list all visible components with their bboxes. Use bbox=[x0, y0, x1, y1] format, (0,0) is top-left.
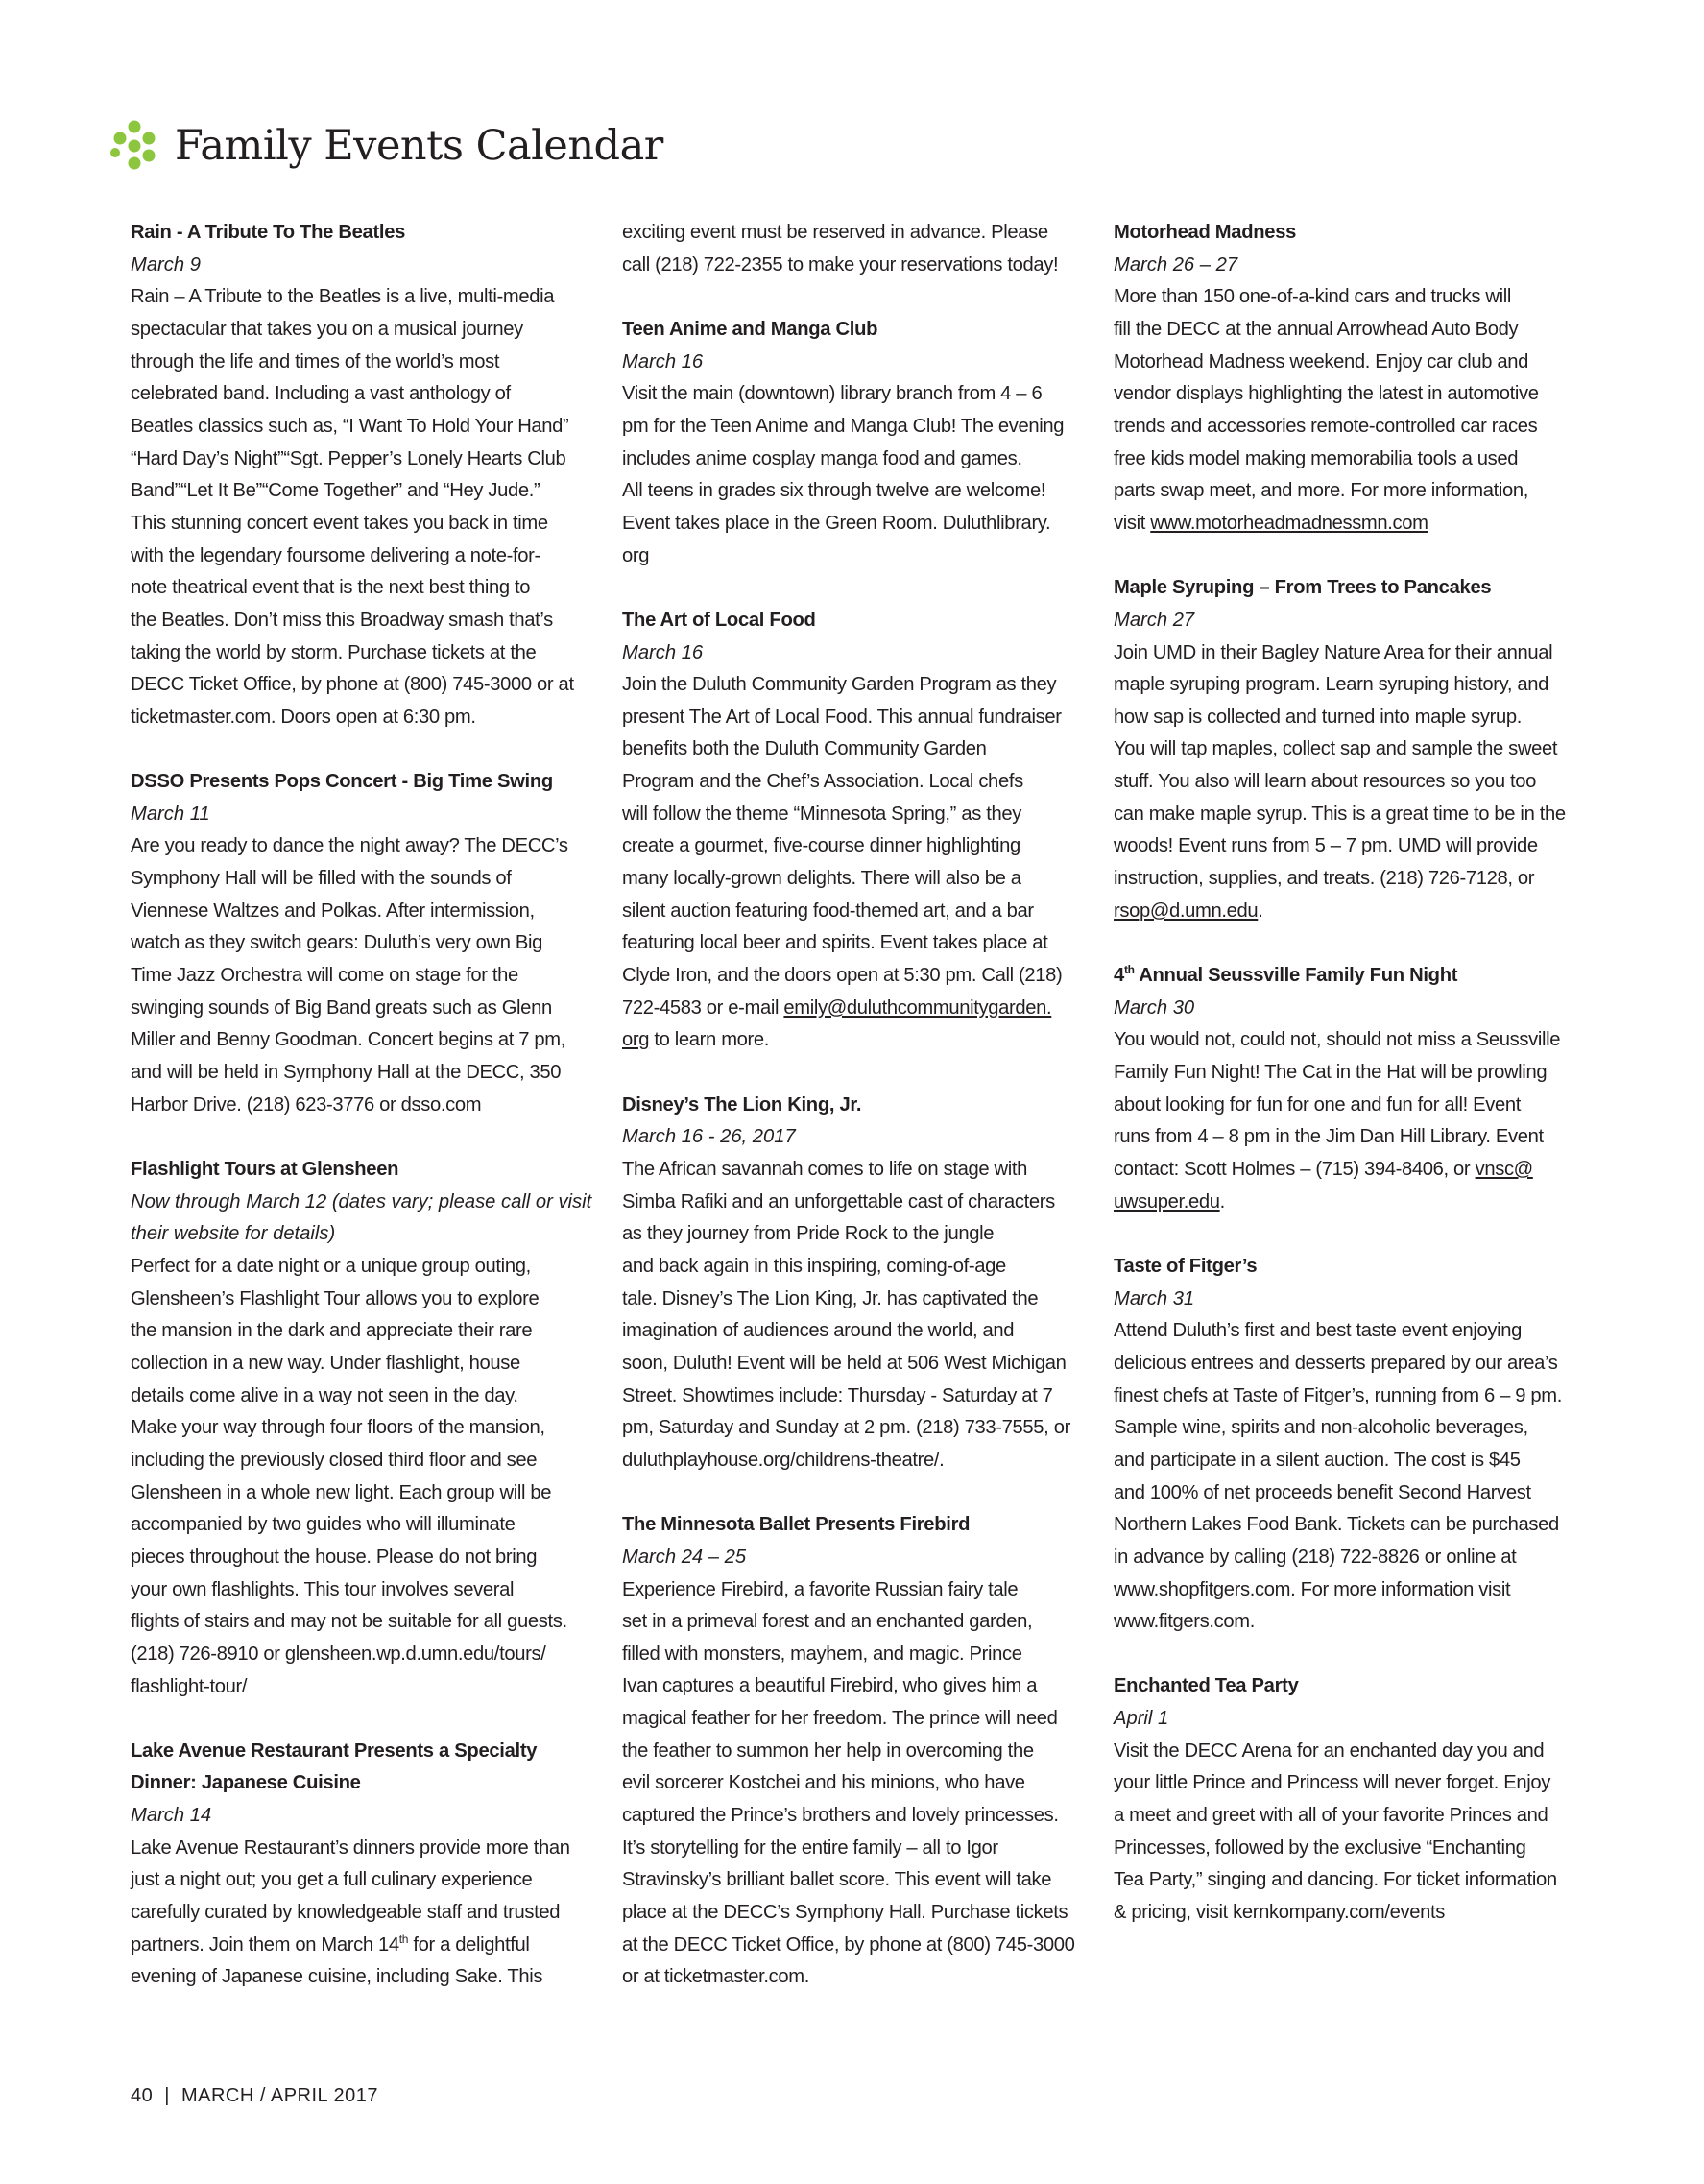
event-date: March 16 bbox=[622, 350, 704, 372]
text-line: with the legendary foursome delivering a note-for- bbox=[131, 544, 540, 566]
text-line: flights of stairs and may not be suitable for all guests. bbox=[131, 1611, 567, 1633]
text-line: Make your way through four floors of the mansion, bbox=[131, 1417, 545, 1439]
text-line: in advance by calling (218) 722-8826 or online at bbox=[1114, 1546, 1517, 1568]
text-line: the Beatles. Don’t miss this Broadway smash that’s bbox=[131, 609, 553, 631]
text-line: collection in a new way. Under flashlight, house bbox=[131, 1352, 520, 1374]
text-line: Perfect for a date night or a unique group outing, bbox=[131, 1255, 531, 1277]
event-lion-king bbox=[622, 1090, 1091, 1477]
event-date: March 31 bbox=[1114, 1287, 1195, 1309]
text-line bbox=[131, 1930, 599, 1962]
text-line: how sap is collected and turned into maple syrup. bbox=[1114, 706, 1522, 728]
text-line: parts swap meet, and more. For more information, bbox=[1114, 480, 1528, 502]
text-line: The African savannah comes to life on stage with bbox=[622, 1158, 1027, 1180]
event-description bbox=[1114, 281, 1582, 540]
column-2 bbox=[622, 217, 1091, 2027]
text-line: pm for the Teen Anime and Manga Club! The evening bbox=[622, 415, 1065, 437]
text-line: many locally-grown delights. There will also be a bbox=[622, 868, 1021, 890]
text-line: and participate in a silent auction. The cost is $45 bbox=[1114, 1449, 1521, 1471]
event-title: DSSO Presents Pops Concert - Big Time Swing bbox=[131, 771, 553, 793]
text-line: www.fitgers.com. bbox=[1114, 1611, 1255, 1633]
event-title: Enchanted Tea Party bbox=[1114, 1675, 1299, 1697]
text-segment: 722-4583 or e-mail bbox=[622, 996, 784, 1019]
text-line: It’s storytelling for the entire family – all to Igor bbox=[622, 1836, 998, 1859]
text-segment: to learn more. bbox=[649, 1029, 770, 1051]
text-line: soon, Duluth! Event will be held at 506 West Michigan bbox=[622, 1352, 1067, 1374]
text-line: including the previously closed third floor and see bbox=[131, 1449, 538, 1471]
text-line: imagination of audiences around the world, and bbox=[622, 1320, 1015, 1342]
event-date: March 9 bbox=[131, 253, 201, 276]
text-line: Symphony Hall will be filled with the sounds of bbox=[131, 868, 512, 890]
title-line: Lake Avenue Restaurant Presents a Specialty bbox=[131, 1740, 538, 1762]
text-segment: for a delightful bbox=[408, 1933, 530, 1956]
text-line bbox=[622, 993, 1091, 1025]
text-line: More than 150 one-of-a-kind cars and trucks will bbox=[1114, 286, 1512, 308]
event-lake-avenue-continued bbox=[622, 217, 1091, 281]
text-line bbox=[1114, 508, 1582, 540]
event-title: Maple Syruping – From Trees to Pancakes bbox=[1114, 577, 1492, 599]
event-description bbox=[131, 830, 599, 1121]
text-line: Event takes place in the Green Room. Duluthlibrary. bbox=[622, 512, 1051, 534]
text-line: a meet and greet with all of your favorite Princes and bbox=[1114, 1805, 1548, 1827]
text-line: at the DECC Ticket Office, by phone at (800) 745-3000 bbox=[622, 1933, 1075, 1956]
text-line: Clyde Iron, and the doors open at 5:30 pm. Call (218) bbox=[622, 965, 1063, 987]
page-title: Family Events Calendar bbox=[175, 122, 663, 170]
text-line: runs from 4 – 8 pm in the Jim Dan Hill Library. Event bbox=[1114, 1126, 1544, 1148]
text-line: your little Prince and Princess will never forget. Enjoy bbox=[1114, 1772, 1551, 1794]
text-line: set in a primeval forest and an enchanted garden, bbox=[622, 1611, 1033, 1633]
event-title: The Minnesota Ballet Presents Firebird bbox=[622, 1514, 971, 1536]
event-description bbox=[622, 1574, 1091, 1995]
text-line: silent auction featuring food-themed art, and a bar bbox=[622, 900, 1034, 922]
text-line: Princesses, followed by the exclusive “Enchanting bbox=[1114, 1836, 1526, 1859]
event-date: April 1 bbox=[1114, 1708, 1169, 1730]
event-description bbox=[1114, 1315, 1582, 1639]
event-rain bbox=[131, 217, 599, 734]
text-line: Family Fun Night! The Cat in the Hat will be prowling bbox=[1114, 1062, 1548, 1084]
text-line: You will tap maples, collect sap and sample the sweet bbox=[1114, 738, 1558, 760]
text-line: details come alive in a way not seen in the day. bbox=[131, 1384, 518, 1406]
text-line: swinging sounds of Big Band greats such as Glenn bbox=[131, 996, 552, 1019]
event-date: March 26 – 27 bbox=[1114, 253, 1238, 276]
event-title: Taste of Fitger’s bbox=[1114, 1255, 1258, 1277]
event-title: The Art of Local Food bbox=[622, 609, 816, 631]
event-date: March 16 bbox=[622, 641, 704, 663]
text-line: (218) 726-8910 or glensheen.wp.d.umn.edu/tours/ bbox=[131, 1643, 546, 1665]
event-description bbox=[1114, 1736, 1582, 1930]
text-line: Sample wine, spirits and non-alcoholic beverages, bbox=[1114, 1417, 1528, 1439]
text-line: place at the DECC’s Symphony Hall. Purchase tickets bbox=[622, 1902, 1068, 1924]
ordinal-suffix: th bbox=[398, 1932, 409, 1946]
text-line: create a gourmet, five-course dinner highlighting bbox=[622, 835, 1020, 857]
text-line: filled with monsters, mayhem, and magic. Prince bbox=[622, 1643, 1022, 1665]
text-line: instruction, supplies, and treats. (218) 726-7128, or bbox=[1114, 868, 1535, 890]
text-line: Visit the DECC Arena for an enchanted day you and bbox=[1114, 1740, 1545, 1762]
clover-dots-icon bbox=[108, 119, 161, 173]
website-link[interactable]: www.motorheadmadnessmn.com bbox=[1150, 512, 1428, 534]
text-line: Motorhead Madness weekend. Enjoy car club and bbox=[1114, 350, 1529, 372]
text-line: Join the Duluth Community Garden Program as they bbox=[622, 674, 1057, 696]
text-line: Time Jazz Orchestra will come on stage for the bbox=[131, 965, 518, 987]
text-line: Ivan captures a beautiful Firebird, who gives him a bbox=[622, 1675, 1038, 1697]
text-line: carefully curated by knowledgeable staff and trusted bbox=[131, 1902, 561, 1924]
text-line bbox=[1114, 1154, 1582, 1187]
text-line: through the life and times of the world’s most bbox=[131, 350, 500, 372]
event-date: March 14 bbox=[131, 1805, 212, 1827]
text-line: will follow the theme “Minnesota Spring,” as they bbox=[622, 803, 1021, 825]
footer-separator: | bbox=[164, 2085, 170, 2106]
text-line: org bbox=[622, 544, 650, 566]
text-line: Viennese Waltzes and Polkas. After intermission, bbox=[131, 900, 535, 922]
event-description bbox=[1114, 1024, 1582, 1218]
event-title: Motorhead Madness bbox=[1114, 222, 1297, 243]
text-line: can make maple syrup. This is a great time to be in the bbox=[1114, 803, 1566, 825]
text-line: about looking for fun for one and fun for all! Event bbox=[1114, 1093, 1521, 1116]
text-line: evil sorcerer Kostchei and his minions, who have bbox=[622, 1772, 1025, 1794]
text-line: taking the world by storm. Purchase tickets at the bbox=[131, 641, 537, 663]
text-line: Band”“Let It Be”“Come Together” and “Hey Jude.” bbox=[131, 480, 540, 502]
email-link[interactable]: vnsc@ bbox=[1475, 1159, 1533, 1180]
event-title: Disney’s The Lion King, Jr. bbox=[622, 1093, 862, 1116]
text-line: duluthplayhouse.org/childrens-theatre/. bbox=[622, 1449, 945, 1471]
text-segment: contact: Scott Holmes – (715) 394-8406, or bbox=[1114, 1159, 1476, 1180]
text-line: Miller and Benny Goodman. Concert begins at 7 pm, bbox=[131, 1029, 566, 1051]
title-line: Dinner: Japanese Cuisine bbox=[131, 1772, 361, 1794]
text-line: pieces throughout the house. Please do not bring bbox=[131, 1546, 538, 1568]
event-title: Flashlight Tours at Glensheen bbox=[131, 1159, 399, 1180]
text-line: woods! Event runs from 5 – 7 pm. UMD will provide bbox=[1114, 835, 1538, 857]
text-line: featuring local beer and spirits. Event takes place at bbox=[622, 932, 1048, 954]
text-line: & pricing, visit kernkompany.com/events bbox=[1114, 1902, 1446, 1924]
text-line: exciting event must be reserved in advance. Please bbox=[622, 222, 1048, 243]
text-line: Stravinsky’s brilliant ballet score. This event will take bbox=[622, 1869, 1052, 1891]
text-line: trends and accessories remote-controlled car races bbox=[1114, 415, 1538, 437]
event-description bbox=[622, 217, 1091, 281]
event-title bbox=[1114, 960, 1582, 993]
ordinal-suffix: th bbox=[1123, 963, 1135, 977]
text-line: Glensheen in a whole new light. Each group will be bbox=[131, 1481, 552, 1503]
text-line: stuff. You also will learn about resources so you too bbox=[1114, 771, 1537, 793]
email-link[interactable]: rsop@d.umn.edu bbox=[1114, 900, 1259, 922]
email-link-continued[interactable]: uwsuper.edu bbox=[1114, 1190, 1220, 1212]
text-line: Rain – A Tribute to the Beatles is a live, multi-media bbox=[131, 286, 555, 308]
text-line: delicious entrees and desserts prepared by our area’s bbox=[1114, 1352, 1558, 1374]
text-line: includes anime cosplay manga food and games. bbox=[622, 447, 1022, 469]
text-line: vendor displays highlighting the latest in automotive bbox=[1114, 383, 1539, 405]
page-header bbox=[108, 119, 663, 173]
event-dsso bbox=[131, 766, 599, 1121]
event-title bbox=[131, 1736, 599, 1800]
text-line: DECC Ticket Office, by phone at (800) 745-3000 or at bbox=[131, 674, 574, 696]
text-line: All teens in grades six through twelve are welcome! bbox=[622, 480, 1046, 502]
text-line: the feather to summon her help in overcoming the bbox=[622, 1740, 1034, 1762]
text-line: and 100% of net proceeds benefit Second Harvest bbox=[1114, 1481, 1531, 1503]
title-text: Annual Seussville Family Fun Night bbox=[1134, 965, 1458, 987]
text-line: Are you ready to dance the night away? The DECC’s bbox=[131, 835, 568, 857]
event-firebird bbox=[622, 1509, 1091, 1994]
text-line: pm, Saturday and Sunday at 2 pm. (218) 733-7555, or bbox=[622, 1417, 1070, 1439]
date-line: their website for details) bbox=[131, 1223, 336, 1245]
event-description bbox=[131, 1833, 599, 1994]
text-line: Join UMD in their Bagley Nature Area for their annual bbox=[1114, 641, 1553, 663]
event-date: March 16 - 26, 2017 bbox=[622, 1126, 796, 1148]
event-taste-of-fitgers bbox=[1114, 1251, 1582, 1639]
text-line: Simba Rafiki and an unforgettable cast of characters bbox=[622, 1190, 1055, 1212]
event-maple-syruping bbox=[1114, 572, 1582, 927]
event-date bbox=[131, 1187, 599, 1251]
text-line: “Hard Day’s Night”“Sgt. Pepper’s Lonely Hearts Club bbox=[131, 447, 566, 469]
text-line bbox=[1114, 1187, 1582, 1219]
text-line: flashlight-tour/ bbox=[131, 1675, 248, 1697]
text-line bbox=[1114, 896, 1582, 928]
event-title: Rain - A Tribute To The Beatles bbox=[131, 222, 406, 243]
event-description bbox=[622, 669, 1091, 1057]
event-description bbox=[622, 378, 1091, 572]
date-line: Now through March 12 (dates vary; please call or visit bbox=[131, 1190, 592, 1212]
text-line: or at ticketmaster.com. bbox=[622, 1966, 810, 1988]
text-line: maple syruping program. Learn syruping history, and bbox=[1114, 674, 1549, 696]
text-line: magical feather for her freedom. The prince will need bbox=[622, 1708, 1058, 1730]
text-line: Attend Duluth’s first and best taste event enjoying bbox=[1114, 1320, 1523, 1342]
title-number: 4 bbox=[1114, 965, 1124, 987]
text-line: Glensheen’s Flashlight Tour allows you to explore bbox=[131, 1287, 540, 1309]
text-line: captured the Prince’s brothers and lovely princesses. bbox=[622, 1805, 1059, 1827]
text-line: accompanied by two guides who will illuminate bbox=[131, 1514, 516, 1536]
email-link-continued[interactable]: org bbox=[622, 1029, 650, 1051]
event-anime-club bbox=[622, 314, 1091, 572]
text-line: You would not, could not, should not miss a Seussville bbox=[1114, 1029, 1561, 1051]
text-line: Experience Firebird, a favorite Russian fairy tale bbox=[622, 1578, 1019, 1600]
text-line: the mansion in the dark and appreciate their rare bbox=[131, 1320, 533, 1342]
text-line: Program and the Chef’s Association. Local chefs bbox=[622, 771, 1023, 793]
text-line: ticketmaster.com. Doors open at 6:30 pm. bbox=[131, 706, 476, 728]
email-link[interactable]: emily@duluthcommunitygarden. bbox=[783, 996, 1052, 1019]
text-line: call (218) 722-2355 to make your reservations today! bbox=[622, 253, 1059, 276]
event-flashlight-tours bbox=[131, 1154, 599, 1703]
text-segment: partners. Join them on March 14 bbox=[131, 1933, 399, 1956]
text-line: spectacular that takes you on a musical journey bbox=[131, 318, 523, 340]
column-1 bbox=[131, 217, 599, 2027]
text-line bbox=[622, 1024, 1091, 1057]
text-line: and will be held in Symphony Hall at the DECC, 350 bbox=[131, 1062, 562, 1084]
text-line: celebrated band. Including a vast anthology of bbox=[131, 383, 511, 405]
text-line: tale. Disney’s The Lion King, Jr. has captivated the bbox=[622, 1287, 1039, 1309]
text-line: and back again in this inspiring, coming-of-age bbox=[622, 1255, 1006, 1277]
event-description bbox=[622, 1154, 1091, 1477]
text-segment: . bbox=[1258, 900, 1263, 922]
text-line: Beatles classics such as, “I Want To Hold Your Hand” bbox=[131, 415, 569, 437]
event-description bbox=[1114, 637, 1582, 928]
issue-label: MARCH / APRIL 2017 bbox=[180, 2085, 378, 2106]
text-line: free kids model making memorabilia tools a used bbox=[1114, 447, 1519, 469]
text-line: benefits both the Duluth Community Garden bbox=[622, 738, 987, 760]
event-description bbox=[131, 1251, 599, 1703]
column-3 bbox=[1114, 217, 1582, 1961]
page-number: 40 bbox=[131, 2085, 154, 2106]
event-date: March 27 bbox=[1114, 609, 1195, 631]
text-line: note theatrical event that is the next best thing to bbox=[131, 577, 531, 599]
text-line: your own flashlights. This tour involves several bbox=[131, 1578, 515, 1600]
text-line: fill the DECC at the annual Arrowhead Auto Body bbox=[1114, 318, 1519, 340]
text-line: Tea Party,” singing and dancing. For ticket information bbox=[1114, 1869, 1557, 1891]
text-line: just a night out; you get a full culinary experience bbox=[131, 1869, 533, 1891]
text-line: Visit the main (downtown) library branch from 4 – 6 bbox=[622, 383, 1043, 405]
event-date: March 11 bbox=[131, 803, 210, 825]
event-seussville bbox=[1114, 960, 1582, 1218]
text-line: www.shopfitgers.com. For more information visit bbox=[1114, 1578, 1511, 1600]
text-line: as they journey from Pride Rock to the jungle bbox=[622, 1223, 995, 1245]
event-enchanted-tea-party bbox=[1114, 1670, 1582, 1929]
page-footer bbox=[131, 2085, 378, 2107]
text-line: This stunning concert event takes you back in time bbox=[131, 512, 548, 534]
event-date: March 24 – 25 bbox=[622, 1546, 747, 1568]
text-line: finest chefs at Taste of Fitger’s, running from 6 – 9 pm. bbox=[1114, 1384, 1563, 1406]
text-line: Lake Avenue Restaurant’s dinners provide more than bbox=[131, 1836, 570, 1859]
event-lake-avenue bbox=[131, 1736, 599, 1994]
text-line: Northern Lakes Food Bank. Tickets can be purchased bbox=[1114, 1514, 1559, 1536]
event-title: Teen Anime and Manga Club bbox=[622, 318, 878, 340]
text-line: Street. Showtimes include: Thursday - Saturday at 7 bbox=[622, 1384, 1053, 1406]
text-line: Harbor Drive. (218) 623-3776 or dsso.com bbox=[131, 1093, 482, 1116]
text-line: evening of Japanese cuisine, including Sake. This bbox=[131, 1966, 543, 1988]
event-local-food bbox=[622, 605, 1091, 1057]
event-date: March 30 bbox=[1114, 996, 1195, 1019]
event-description bbox=[131, 281, 599, 733]
event-motorhead-madness bbox=[1114, 217, 1582, 540]
text-segment: visit bbox=[1114, 512, 1151, 534]
text-line: present The Art of Local Food. This annual fundraiser bbox=[622, 706, 1062, 728]
text-segment: . bbox=[1219, 1190, 1225, 1212]
text-line: watch as they switch gears: Duluth’s very own Big bbox=[131, 932, 543, 954]
